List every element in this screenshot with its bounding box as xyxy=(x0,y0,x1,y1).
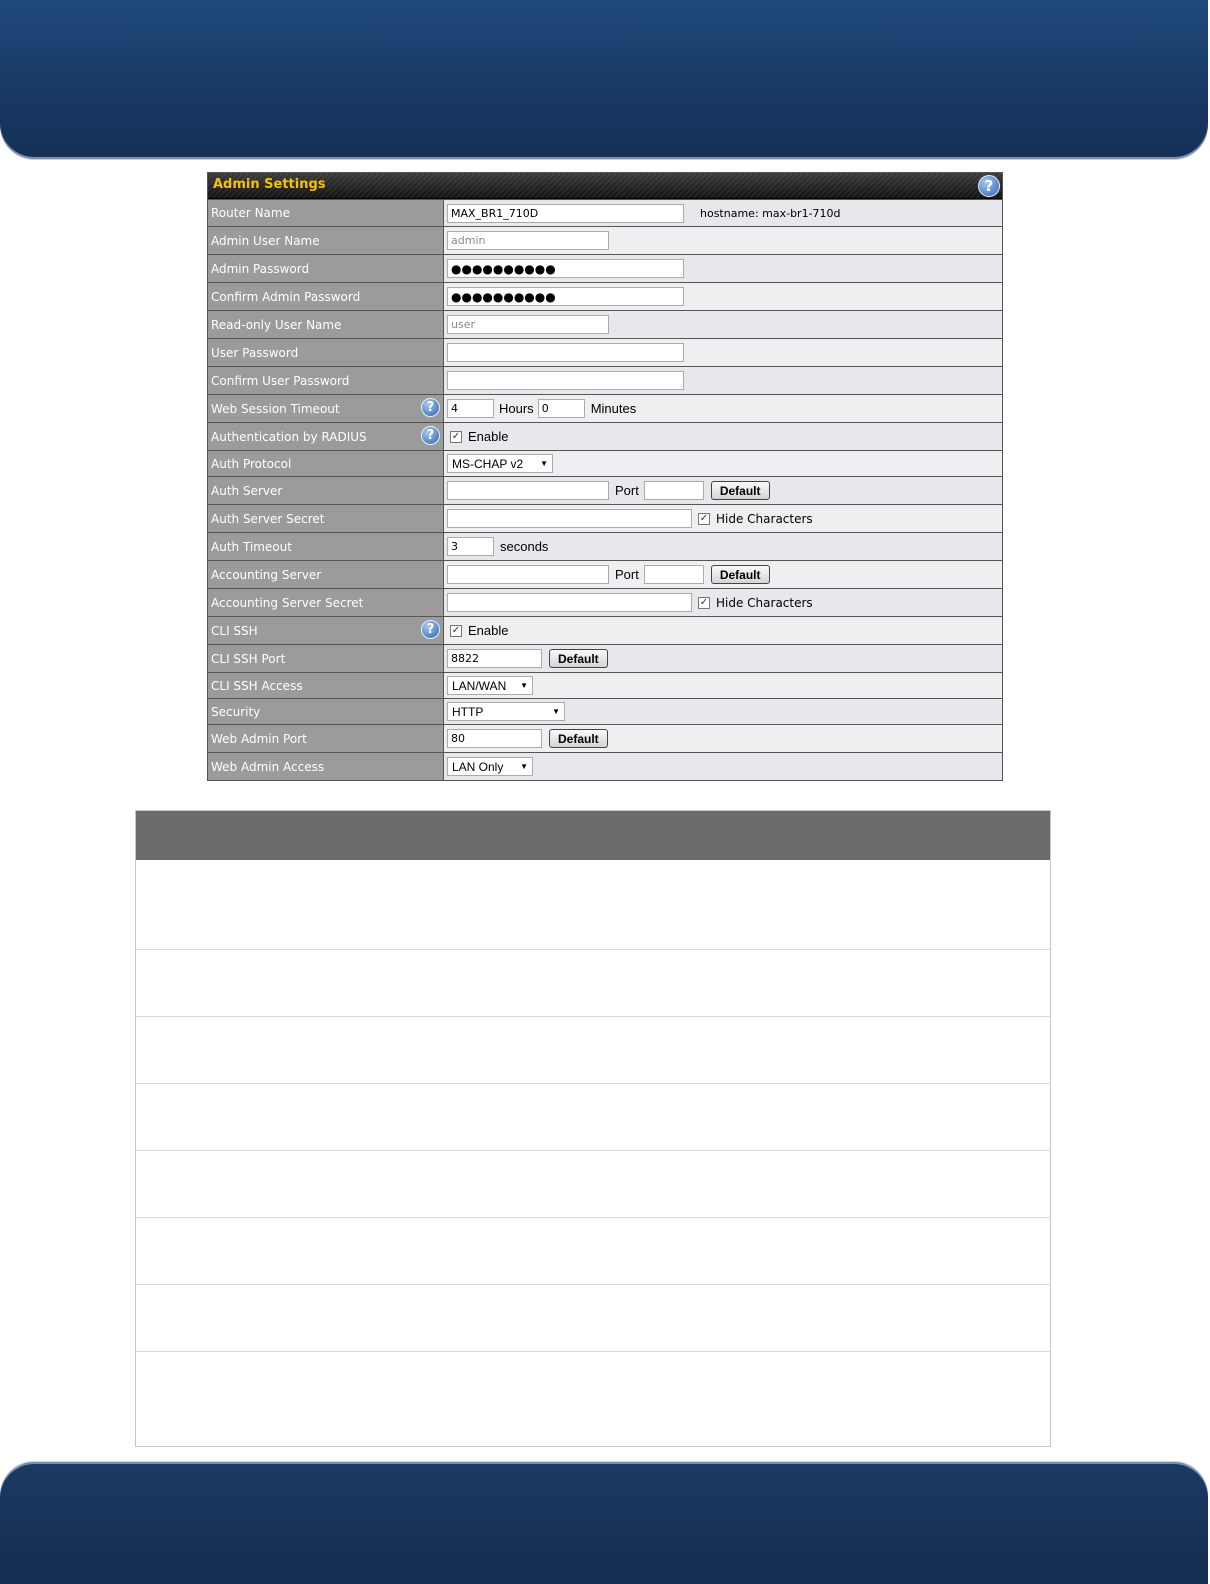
auth-server-input[interactable] xyxy=(447,481,609,500)
radius-enable-checkbox[interactable]: ✓ xyxy=(451,430,461,442)
minutes-label: Minutes xyxy=(590,401,637,416)
label-user-password: User Password xyxy=(208,339,444,366)
web-admin-port-default-button[interactable]: Default xyxy=(549,729,608,748)
row-web-session-timeout xyxy=(208,394,1002,422)
row-cli-ssh xyxy=(208,616,1002,644)
chevron-down-icon: ▼ xyxy=(540,459,548,468)
label-cli-ssh-port: CLI SSH Port xyxy=(208,645,444,672)
label-auth-protocol: Auth Protocol xyxy=(208,451,444,476)
panel-title: Admin Settings xyxy=(213,177,326,192)
label-accounting-server-secret: Accounting Server Secret xyxy=(208,589,444,616)
chevron-down-icon: ▼ xyxy=(552,707,560,716)
table-row xyxy=(136,860,1050,950)
row-auth-radius xyxy=(208,422,1002,450)
security-value: HTTP xyxy=(452,704,484,719)
row-auth-timeout xyxy=(208,532,1002,560)
label-accounting-server: Accounting Server xyxy=(208,561,444,588)
label-auth-radius xyxy=(208,423,444,450)
web-admin-access-select[interactable] xyxy=(447,757,533,776)
label-cli-ssh xyxy=(208,617,444,644)
bottom-banner xyxy=(0,1464,1208,1584)
accounting-server-port-input[interactable] xyxy=(644,565,704,584)
auth-secret-hide-checkbox[interactable]: ✓ xyxy=(699,512,709,524)
auth-server-port-input[interactable] xyxy=(644,481,704,500)
admin-password-input[interactable]: ●●●●●●●●●● xyxy=(447,259,684,278)
label-auth-server: Auth Server xyxy=(208,477,444,504)
row-user-password xyxy=(208,338,1002,366)
label-admin-password: Admin Password xyxy=(208,255,444,282)
panel-header xyxy=(208,173,1002,199)
table-row xyxy=(136,1352,1050,1444)
label-admin-user-name: Admin User Name xyxy=(208,227,444,254)
row-confirm-user-password xyxy=(208,366,1002,394)
accounting-server-input[interactable] xyxy=(447,565,609,584)
auth-protocol-value: MS-CHAP v2 xyxy=(452,456,524,471)
label-web-admin-access: Web Admin Access xyxy=(208,753,444,780)
row-confirm-admin-password xyxy=(208,282,1002,310)
cli-ssh-enable-label: Enable xyxy=(468,623,509,638)
label-security: Security xyxy=(208,699,444,724)
description-table xyxy=(135,810,1051,1447)
web-admin-access-value: LAN Only xyxy=(452,759,504,774)
help-icon[interactable]: ? xyxy=(421,398,440,417)
security-select[interactable] xyxy=(447,702,565,721)
session-hours-input[interactable]: 4 xyxy=(447,399,494,418)
label-auth-radius-text: Authentication by RADIUS xyxy=(211,429,367,444)
accounting-server-secret-input[interactable] xyxy=(447,593,692,612)
accounting-secret-hide-label: Hide Characters xyxy=(716,595,813,610)
row-auth-server xyxy=(208,476,1002,504)
row-cli-ssh-port xyxy=(208,644,1002,672)
help-icon[interactable]: ? xyxy=(978,175,1000,197)
admin-user-name-input[interactable]: admin xyxy=(447,231,609,250)
row-web-admin-port xyxy=(208,724,1002,752)
label-cli-ssh-text: CLI SSH xyxy=(211,623,258,638)
row-router-name xyxy=(208,199,1002,226)
top-banner xyxy=(0,0,1208,157)
admin-settings-panel xyxy=(207,172,1003,781)
label-auth-timeout: Auth Timeout xyxy=(208,533,444,560)
session-minutes-input[interactable]: 0 xyxy=(538,399,585,418)
cli-ssh-access-select[interactable] xyxy=(447,676,533,695)
help-icon[interactable]: ? xyxy=(421,426,440,445)
row-auth-server-secret xyxy=(208,504,1002,532)
table-row xyxy=(136,1084,1050,1151)
hours-label: Hours xyxy=(499,401,534,416)
label-cli-ssh-access: CLI SSH Access xyxy=(208,673,444,698)
cli-ssh-access-value: LAN/WAN xyxy=(452,678,507,693)
readonly-user-name-input[interactable]: user xyxy=(447,315,609,334)
chevron-down-icon: ▼ xyxy=(520,681,528,690)
label-web-session-timeout xyxy=(208,395,444,422)
user-password-input[interactable] xyxy=(447,343,684,362)
auth-server-default-button[interactable]: Default xyxy=(711,481,770,500)
row-cli-ssh-access xyxy=(208,672,1002,698)
row-admin-password xyxy=(208,254,1002,282)
label-readonly-user-name: Read-only User Name xyxy=(208,311,444,338)
radius-enable-label: Enable xyxy=(468,429,509,444)
auth-server-port-label: Port xyxy=(615,483,639,498)
label-web-admin-port: Web Admin Port xyxy=(208,725,444,752)
router-name-input[interactable]: MAX_BR1_710D xyxy=(447,204,684,223)
hostname-text: hostname: max-br1-710d xyxy=(700,206,841,220)
label-confirm-admin-password: Confirm Admin Password xyxy=(208,283,444,310)
table-row xyxy=(136,1017,1050,1084)
confirm-admin-password-input[interactable]: ●●●●●●●●●● xyxy=(447,287,684,306)
help-icon[interactable]: ? xyxy=(421,620,440,639)
row-web-admin-access xyxy=(208,752,1002,780)
table-row xyxy=(136,950,1050,1017)
cli-ssh-port-input[interactable]: 8822 xyxy=(447,649,542,668)
table-row xyxy=(136,1151,1050,1218)
auth-protocol-select[interactable] xyxy=(447,454,553,473)
accounting-server-port-label: Port xyxy=(615,567,639,582)
cli-ssh-enable-checkbox[interactable]: ✓ xyxy=(451,624,461,636)
row-security xyxy=(208,698,1002,724)
cli-ssh-port-default-button[interactable]: Default xyxy=(549,649,608,668)
accounting-server-default-button[interactable]: Default xyxy=(711,565,770,584)
row-auth-protocol xyxy=(208,450,1002,476)
label-router-name: Router Name xyxy=(208,200,444,226)
auth-timeout-input[interactable]: 3 xyxy=(447,537,494,556)
chevron-down-icon: ▼ xyxy=(520,762,528,771)
accounting-secret-hide-checkbox[interactable]: ✓ xyxy=(699,596,709,608)
table-row xyxy=(136,1285,1050,1352)
auth-timeout-unit: seconds xyxy=(500,539,549,554)
row-accounting-server-secret xyxy=(208,588,1002,616)
label-web-session-timeout-text: Web Session Timeout xyxy=(211,401,340,416)
auth-secret-hide-label: Hide Characters xyxy=(716,511,813,526)
auth-server-secret-input[interactable] xyxy=(447,509,692,528)
row-accounting-server xyxy=(208,560,1002,588)
table-row xyxy=(136,1218,1050,1285)
row-readonly-user-name xyxy=(208,310,1002,338)
confirm-user-password-input[interactable] xyxy=(447,371,684,390)
description-table-header xyxy=(136,811,1050,860)
row-admin-user-name xyxy=(208,226,1002,254)
web-admin-port-input[interactable]: 80 xyxy=(447,729,542,748)
label-confirm-user-password: Confirm User Password xyxy=(208,367,444,394)
label-auth-server-secret: Auth Server Secret xyxy=(208,505,444,532)
